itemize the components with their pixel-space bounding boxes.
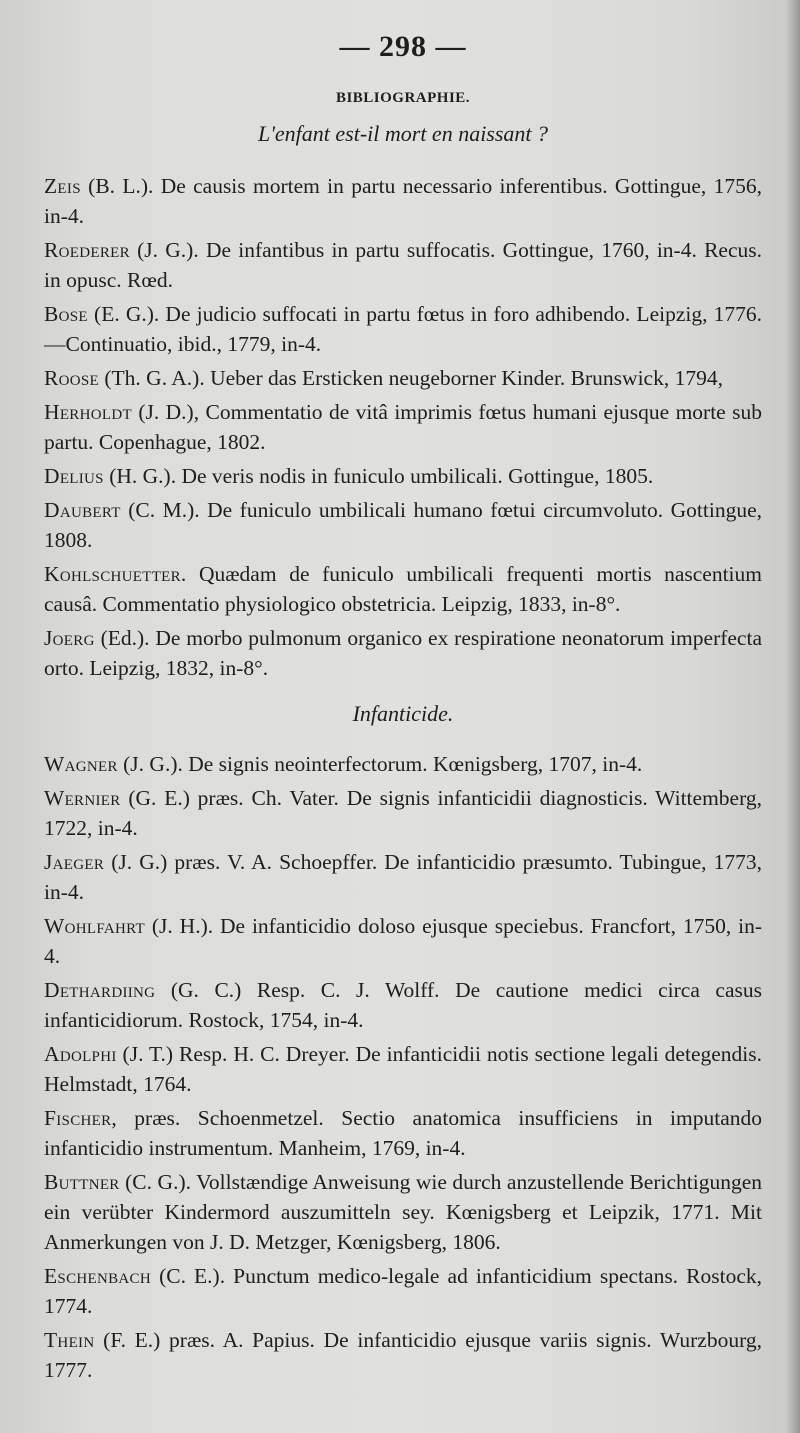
entry-text: (Ed.). De morbo pulmonum organico ex respiratione neonatorum imperfecta orto. Leipzig, 1832, in-8°.	[44, 626, 762, 680]
bibliography-entry	[44, 397, 762, 457]
bibliography-entry	[44, 1167, 762, 1257]
entry-text: (J. D.), Commentatio de vitâ imprimis fœtus humani ejusque morte sub partu. Copenhague, 1802.	[44, 400, 762, 454]
entry-author: Wagner	[44, 752, 118, 776]
entry-text: (J. T.) Resp. H. C. Dreyer. De infanticidii notis sectione legali detegendis. Helmstadt, 1764.	[44, 1042, 762, 1096]
entry-author: Daubert	[44, 498, 121, 522]
entry-author: Joerg	[44, 626, 95, 650]
entry-author: Fischer	[44, 1106, 112, 1130]
entry-author: Dethardiing	[44, 978, 156, 1002]
entry-author: Wernier	[44, 786, 121, 810]
bibliography-entry	[44, 623, 762, 683]
entry-text: (C. M.). De funiculo umbilicali humano fœtui circumvoluto. Gottingue, 1808.	[44, 498, 762, 552]
entry-author: Roederer	[44, 238, 130, 262]
entry-author: Kohlschuetter	[44, 562, 181, 586]
entry-author: Wohlfahrt	[44, 914, 145, 938]
entry-author: Thein	[44, 1328, 95, 1352]
entry-text: (H. G.). De veris nodis in funiculo umbilicali. Gottingue, 1805.	[103, 464, 654, 488]
entry-text: , præs. Schoenmetzel. Sectio anatomica insufficiens in imputando infanticidio instrumentum. Manheim, 1769, in-4.	[44, 1106, 762, 1160]
page-content	[44, 30, 762, 1389]
entries-list-2	[44, 749, 762, 1385]
bibliography-entry	[44, 363, 762, 393]
page-number: — 298 —	[339, 30, 467, 63]
entry-text: (J. G.). De signis neointerfectorum. Kœnigsberg, 1707, in-4.	[117, 752, 643, 776]
entry-text: (Th. G. A.). Ueber das Ersticken neugeborner Kinder. Brunswick, 1794,	[99, 366, 723, 390]
entry-text: (C. E.). Punctum medico-legale ad infanticidium spectans. Rostock, 1774.	[44, 1264, 762, 1318]
bibliography-entry	[44, 911, 762, 971]
entry-text: (E. G.). De judicio suffocati in partu fœtus in foro adhibendo. Leipzig, 1776. —Continuatio, ibid., 1779, in-4.	[44, 302, 762, 356]
entry-text: (J. H.). De infanticidio doloso ejusque speciebus. Francfort, 1750, in-4.	[44, 914, 762, 968]
entry-text: (J. G.) præs. V. A. Schoepffer. De infanticidio præsumto. Tubingue, 1773, in-4.	[44, 850, 762, 904]
entry-author: Bose	[44, 302, 88, 326]
bibliography-entry	[44, 783, 762, 843]
bibliography-entry	[44, 235, 762, 295]
entry-author: Roose	[44, 366, 100, 390]
bibliography-entry	[44, 1039, 762, 1099]
entry-text: (B. L.). De causis mortem in partu necessario inferentibus. Gottingue, 1756, in-4.	[44, 174, 762, 228]
entry-text: (J. G.). De infantibus in partu suffocatis. Gottingue, 1760, in-4. Recus. in opusc. Rœd.	[44, 238, 762, 292]
bibliography-entry	[44, 171, 762, 231]
entry-text: (C. G.). Vollstændige Anweisung wie durch anzustellende Berichtigungen ein verübter Kindermord auszumitteln sey. Kœnigsberg et Leipzik, 1771. Mit Anmerkungen von J. D. Metzger, Kœnigsberg, 1806.	[44, 1170, 762, 1254]
bibliography-entry	[44, 975, 762, 1035]
bibliography-entry	[44, 559, 762, 619]
entry-author: Zeis	[44, 174, 81, 198]
entries-list-1	[44, 171, 762, 683]
section-heading: BIBLIOGRAPHIE.	[335, 90, 471, 106]
entry-text: (G. C.) Resp. C. J. Wolff. De cautione medici circa casus infanticidiorum. Rostock, 1754, in-4.	[44, 978, 762, 1032]
subheading-mort-en-naissant: L'enfant est-il mort en naissant ?	[257, 121, 549, 146]
entry-author: Jaeger	[44, 850, 105, 874]
entry-author: Buttner	[44, 1170, 120, 1194]
bibliography-entry	[44, 847, 762, 907]
bibliography-entry	[44, 495, 762, 555]
bibliography-entry	[44, 1325, 762, 1385]
entry-author: Eschenbach	[44, 1264, 151, 1288]
entry-author: Adolphi	[44, 1042, 117, 1066]
bibliography-entry	[44, 749, 762, 779]
entry-text: (G. E.) præs. Ch. Vater. De signis infanticidii diagnosticis. Wittemberg, 1722, in-4.	[44, 786, 762, 840]
entry-author: Delius	[44, 464, 104, 488]
subheading-infanticide: Infanticide.	[352, 701, 454, 726]
entry-text: . Quædam de funiculo umbilicali frequenti mortis nascentium causâ. Commentatio physiologico obstetricia. Leipzig, 1833, in-8°.	[44, 562, 762, 616]
entry-text: (F. E.) præs. A. Papius. De infanticidio ejusque variis signis. Wurzbourg, 1777.	[44, 1328, 762, 1382]
entry-author: Herholdt	[44, 400, 132, 424]
page-edge-shadow	[786, 0, 800, 1433]
bibliography-entry	[44, 1103, 762, 1163]
bibliography-entry	[44, 1261, 762, 1321]
bibliography-entry	[44, 461, 762, 491]
bibliography-entry	[44, 299, 762, 359]
